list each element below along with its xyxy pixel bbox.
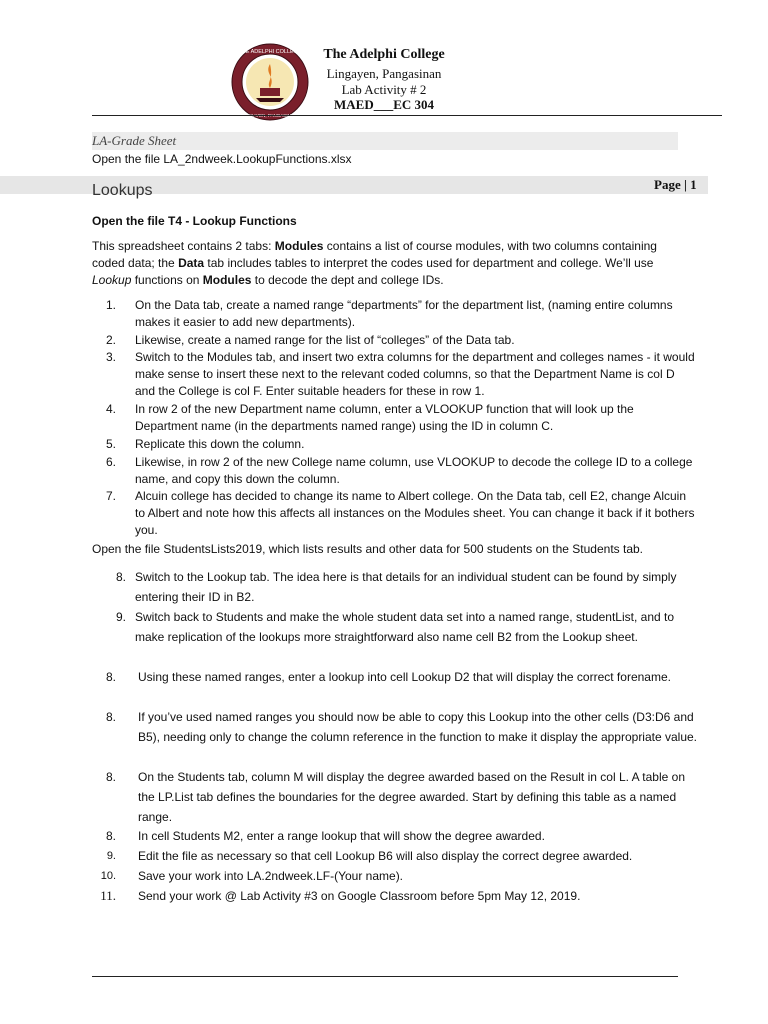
list-item: Likewise, in row 2 of the new College name column, use VLOOKUP to decode the college ID to a college name, and copy this down the column. bbox=[135, 455, 693, 486]
college-location: Lingayen, Pangasinan bbox=[326, 66, 442, 81]
list-item-number: 2. bbox=[105, 333, 116, 347]
list-item-number: 3. bbox=[105, 350, 116, 364]
section-title: Lookups bbox=[92, 182, 153, 199]
intro-paragraph: This spreadsheet contains 2 tabs: Modules contains a list of course modules, with two columns containing coded data; the Data tab includes tables to interpret the codes used for department and college. We’ll use Lookup functions on Modules to decode the dept and college IDs. bbox=[92, 239, 657, 287]
grade-sheet-label: LA-Grade Sheet bbox=[92, 133, 177, 148]
list-item: Edit the file as necessary so that cell Lookup B6 will also display the correct degree awarded. bbox=[138, 849, 633, 863]
list-item: Switch to the Modules tab, and insert two extra columns for the department and colleges names - it would make sense to insert these next to the relevant coded columns, so that the Department Name is col D and the College is col F. Enter suitable headers for these in row 1. bbox=[135, 350, 695, 398]
open-file-instruction: Open the file LA_2ndweek.LookupFunctions.xlsx bbox=[92, 152, 352, 166]
seal-text-bottom: LINGAYEN, PANGASINAN bbox=[242, 113, 298, 118]
list-item-number: 11. bbox=[100, 888, 116, 903]
list-item: Switch back to Students and make the whole student data set into a named range, studentList, and to make replication of the lookups more straightforward also name cell B2 from the Lookup sheet. bbox=[135, 610, 675, 644]
list-item: Save your work into LA.2ndweek.LF-(Your name). bbox=[138, 869, 404, 883]
list-item: Alcuin college has decided to change its name to Albert college. On the Data tab, cell E2, change Alcuin to Albert and note how this affects all instances on the Modules sheet. You can change it back if it bothers you. bbox=[135, 489, 695, 537]
open-t4-instruction: Open the file T4 - Lookup Functions bbox=[92, 214, 297, 228]
list-item: In row 2 of the new Department name column, enter a VLOOKUP function that will look up the Department name (in the departments named range) using the ID in column C. bbox=[135, 402, 634, 433]
list-item-number: 8. bbox=[105, 829, 116, 843]
list-item-number: 8. bbox=[105, 670, 116, 684]
list-item-number: 4. bbox=[105, 402, 116, 416]
list-item: Replicate this down the column. bbox=[135, 437, 305, 451]
list-item-number: 9. bbox=[106, 850, 116, 862]
list-item: On the Data tab, create a named range “departments” for the department list, (naming entire columns makes it easier to add new departments). bbox=[135, 298, 673, 329]
list-item-number: 5. bbox=[105, 437, 116, 451]
open-students-instruction: Open the file StudentsLists2019, which lists results and other data for 500 students on the Students tab. bbox=[92, 542, 644, 556]
list-item-number: 9. bbox=[115, 610, 126, 624]
list-item-number: 8. bbox=[105, 710, 116, 724]
page-number: Page | 1 bbox=[654, 177, 697, 192]
lab-activity: Lab Activity # 2 bbox=[341, 82, 427, 97]
list-item: If you’ve used named ranges you should now be able to copy this Lookup into the other cells (D3:D6 and B5), needing only to change the column reference in the function to make it display the appropriate value. bbox=[138, 710, 698, 744]
list-item: Switch to the Lookup tab. The idea here is that details for an individual student can be found by simply entering their ID in B2. bbox=[135, 570, 677, 604]
grade-sheet-bar bbox=[92, 132, 678, 150]
college-name: The Adelphi College bbox=[323, 47, 445, 62]
list-item-number: 10. bbox=[100, 870, 116, 882]
footer-divider bbox=[92, 976, 678, 977]
list-item: In cell Students M2, enter a range lookup that will show the degree awarded. bbox=[138, 829, 545, 843]
course-code: MAED___EC 304 bbox=[333, 97, 435, 112]
list-item-number: 6. bbox=[105, 455, 116, 469]
list-item-number: 7. bbox=[105, 489, 116, 503]
list-item-number: 1. bbox=[105, 298, 116, 312]
list-item: Likewise, create a named range for the list of “colleges” of the Data tab. bbox=[135, 333, 515, 347]
list-item: Send your work @ Lab Activity #3 on Google Classroom before 5pm May 12, 2019. bbox=[138, 889, 581, 903]
list-item: Using these named ranges, enter a lookup into cell Lookup D2 that will display the correct forename. bbox=[138, 670, 671, 684]
list-item-number: 8. bbox=[105, 770, 116, 784]
list-item-number: 8. bbox=[115, 570, 126, 584]
header-divider bbox=[92, 115, 722, 116]
list-item: On the Students tab, column M will display the degree awarded based on the Result in col L. A table on the LP.List tab defines the boundaries for the degree awarded. Start by defining this table as a named range. bbox=[138, 770, 686, 824]
seal-text-top: THE ADELPHI COLLEGE bbox=[238, 49, 302, 55]
